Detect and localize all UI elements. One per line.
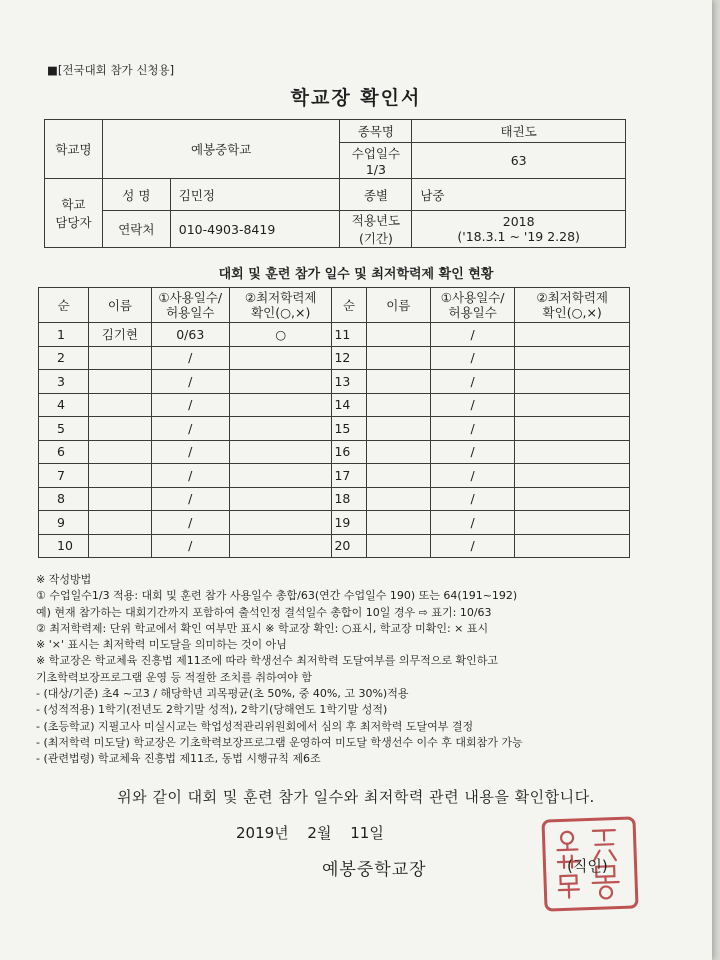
row-seq-2: 18 [332,487,366,511]
row-check [229,440,332,464]
row-days: 0/63 [151,323,229,347]
row-days: / [151,417,229,441]
row-days: / [151,346,229,370]
row-name: 김기현 [89,323,151,347]
instruction-line: - (관련법령) 학교체육 진흥법 제11조, 동법 시행규칙 제6조 [36,752,321,766]
row-name [89,511,151,535]
row-name-2 [366,393,430,417]
section-title: 대회 및 훈련 참가 일수 및 최저학력제 확인 현황 [218,267,494,282]
manager-name-value: 김민정 [170,179,340,211]
row-name [89,393,151,417]
instruction-line: ② 최저학력제: 단위 학교에서 확인 여부만 표시 ※ 학교장 확인: ○표시, 학교장 미확인: × 표시 [36,621,489,635]
instruction-line: ※ '×' 표시는 최저학력 미도달을 의미하는 것이 아님 [36,638,287,652]
table-row [39,346,630,370]
seal-mark-label: (직인) [567,857,608,875]
row-name-2 [366,370,430,394]
row-seq-2: 20 [332,534,366,558]
table-row [39,464,630,488]
row-seq: 3 [39,370,89,394]
participation-table [38,287,630,558]
row-seq: 4 [39,393,89,417]
row-name [89,464,151,488]
row-days: / [151,370,229,394]
instruction-line: - (초등학교) 지필고사 미실시교는 학업성적관리위원회에서 심의 후 최저학력 도달여부 결정 [36,719,474,733]
confirmation-statement: 위와 같이 대회 및 훈련 참가 일수와 최저학력 관련 내용을 확인합니다. [117,788,595,806]
row-seq-2: 16 [332,440,366,464]
col-check: ②최저학력제 확인(○,×) [229,288,332,323]
row-days-2: / [430,323,514,347]
row-name [89,346,151,370]
page-title: 학교장 확인서 [290,87,422,109]
row-name-2 [366,487,430,511]
row-name-2 [366,323,430,347]
instructions-title: ※ 작성방법 [36,573,92,586]
row-name [89,417,151,441]
col-days: ①사용일수/ 허용일수 [151,288,229,323]
row-seq-2: 15 [332,417,366,441]
instruction-line: - (대상/기준) 초4 ~고3 / 해당학년 괴목평균(초 50%, 중 40%, 고 30%)적용 [36,687,409,701]
col-seq-2: 순 [332,288,366,323]
row-name-2 [366,440,430,464]
contact-label: 연락처 [102,211,170,248]
row-days-2: / [430,464,514,488]
table-row [39,393,630,417]
level-value: 남중 [412,179,626,211]
row-seq: 7 [39,464,89,488]
row-name-2 [366,534,430,558]
issue-date: 2019년 2월 11일 [236,824,384,842]
table-row [39,487,630,511]
row-check [229,534,332,558]
col-days-2: ①사용일수/ 허용일수 [430,288,514,323]
row-days: / [151,511,229,535]
table-row [39,370,630,394]
school-info-table [44,119,626,248]
col-check-2: ②최저학력제 확인(○,×) [515,288,630,323]
row-check [229,464,332,488]
row-days: / [151,534,229,558]
year-value: 2018 ('18.3.1 ~ '19 2.28) [412,211,626,248]
row-seq-2: 12 [332,346,366,370]
row-days-2: / [430,393,514,417]
row-days-2: / [430,417,514,441]
sport-label: 종목명 [340,120,412,143]
table-header-row [39,288,630,323]
row-check-2 [515,370,630,394]
table-row [39,511,630,535]
row-seq-2: 14 [332,393,366,417]
class-days-label: 수업일수 1/3 [340,143,412,179]
row-check [229,417,332,441]
row-name-2 [366,464,430,488]
row-check-2 [515,511,630,535]
row-days-2: / [430,487,514,511]
principal-signature: 예봉중학교장 [322,860,427,880]
instruction-line: 예) 현재 참가하는 대회기간까지 포함하여 출석인정 결석일수 총합이 10일 경우 ⇨ 표기: 10/63 [36,605,492,619]
row-seq: 2 [39,346,89,370]
school-label: 학교명 [45,120,103,179]
manager-label: 학교 담당자 [45,179,103,248]
year-label: 적용년도 (기간) [340,211,412,248]
row-seq: 10 [39,534,89,558]
row-seq: 8 [39,487,89,511]
row-days: / [151,464,229,488]
row-days: / [151,440,229,464]
table-row [39,323,630,347]
manager-name-label: 성 명 [102,179,170,211]
row-name-2 [366,346,430,370]
row-days: / [151,487,229,511]
class-days-value: 63 [412,143,626,179]
table-row [39,417,630,441]
instruction-line: - (최저학력 미도달) 학교장은 기초학력보장프로그램 운영하여 미도달 학생선수 이수 후 대회참가 가능 [36,735,523,749]
col-name: 이름 [89,288,151,323]
row-check-2 [515,487,630,511]
row-name [89,534,151,558]
instruction-line: - (성적적용) 1학기(전년도 2학기말 성적), 2학기(당해연도 1학기말 성적) [36,703,388,717]
table-row [39,534,630,558]
row-name [89,370,151,394]
row-days: / [151,393,229,417]
col-name-2: 이름 [366,288,430,323]
level-label: 종별 [340,179,412,211]
row-check-2 [515,417,630,441]
row-seq: 1 [39,323,89,347]
row-seq-2: 17 [332,464,366,488]
row-check-2 [515,534,630,558]
row-name-2 [366,511,430,535]
row-check-2 [515,393,630,417]
row-name [89,440,151,464]
row-days-2: / [430,534,514,558]
table-row [39,440,630,464]
row-check [229,487,332,511]
row-seq-2: 11 [332,323,366,347]
instruction-line: ※ 학교장은 학교체육 진흥법 제11조에 따라 학생선수 최저학력 도달여부를 의무적으로 확인하고 [36,654,498,668]
sport-value: 태권도 [412,120,626,143]
row-days-2: / [430,370,514,394]
row-seq-2: 19 [332,511,366,535]
school-name: 예봉중학교 [102,120,340,179]
row-check [229,511,332,535]
row-seq: 5 [39,417,89,441]
row-days-2: / [430,346,514,370]
row-name [89,487,151,511]
instruction-line: 기초학력보장프로그램 운영 등 적절한 조치를 취하여야 함 [36,670,313,684]
row-seq: 6 [39,440,89,464]
row-check-2 [515,440,630,464]
contact-value: 010-4903-8419 [170,211,340,248]
application-tag: ■[전국대회 참가 신청용] [47,63,175,77]
row-check-2 [515,346,630,370]
row-check: ○ [229,323,332,347]
row-seq-2: 13 [332,370,366,394]
col-seq: 순 [39,288,89,323]
row-seq: 9 [39,511,89,535]
row-days-2: / [430,440,514,464]
row-days-2: / [430,511,514,535]
row-check [229,393,332,417]
instruction-line: ① 수업일수1/3 적용: 대회 및 훈련 참가 사용일수 총합/63(연간 수업일수 190) 또는 64(191~192) [36,589,518,603]
row-name-2 [366,417,430,441]
instructions [36,572,636,768]
row-check-2 [515,323,630,347]
row-check [229,370,332,394]
row-check [229,346,332,370]
row-check-2 [515,464,630,488]
